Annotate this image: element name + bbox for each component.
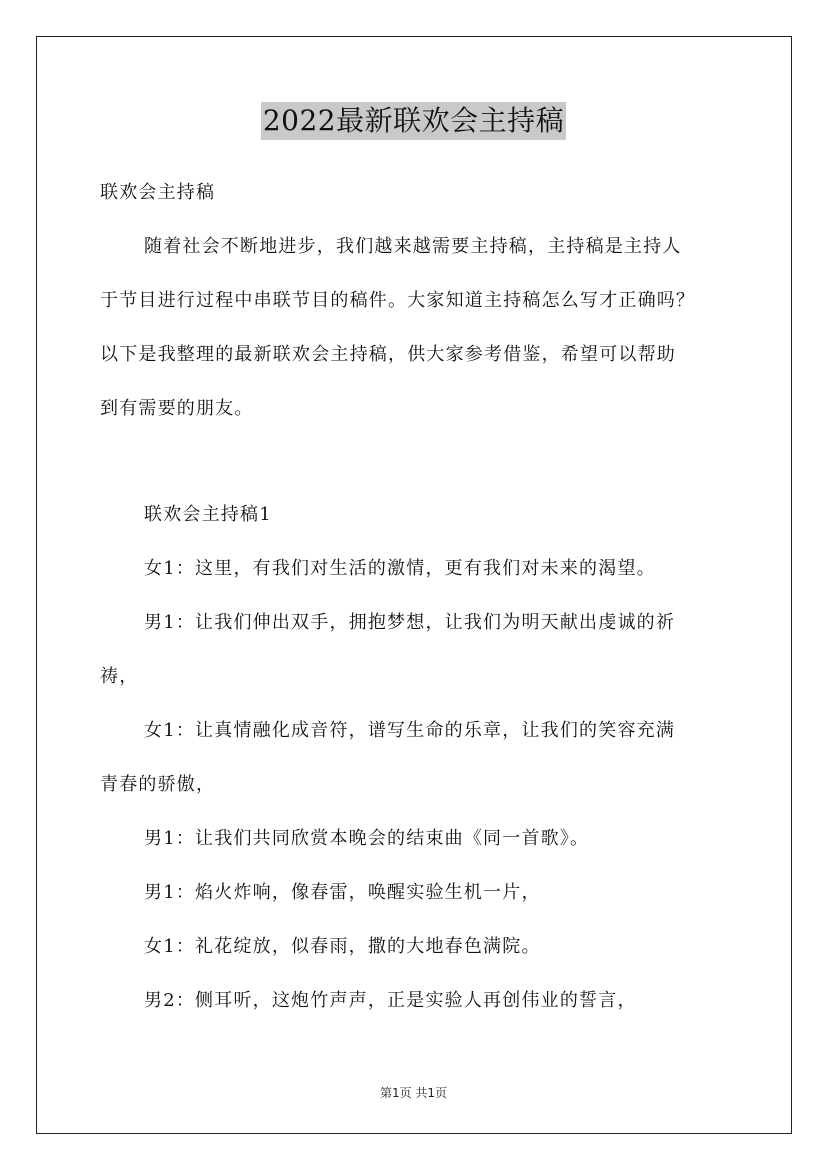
script-line-9: 男2：侧耳听，这炮竹声声，正是实验人再创伟业的誓言， <box>144 990 637 1011</box>
heading: 联欢会主持稿 <box>100 182 216 203</box>
script-line-4: 女1：让真情融化成音符，谱写生命的乐章，让我们的笑容充满 <box>144 720 676 741</box>
intro-line-3: 以下是我整理的最新联欢会主持稿，供大家参考借鉴，希望可以帮助 <box>100 344 676 365</box>
script-line-2: 男1：让我们伸出双手，拥抱梦想，让我们为明天献出虔诚的祈 <box>144 612 676 633</box>
page-footer: 第1页 共1页 <box>379 1086 448 1100</box>
script-line-8: 女1：礼花绽放，似春雨，撒的大地春色满院。 <box>144 936 541 957</box>
intro-line-2: 于节目进行过程中串联节目的稿件。大家知道主持稿怎么写才正确吗？ <box>100 290 696 311</box>
title-container <box>0 102 827 140</box>
blank-line <box>100 448 730 500</box>
intro-line-4: 到有需要的朋友。 <box>100 398 254 419</box>
intro-line-1: 随着社会不断地进步，我们越来越需要主持稿，主持稿是主持人 <box>144 236 682 257</box>
script-line-5: 青春的骄傲， <box>100 774 216 795</box>
script-line-7: 男1：焰火炸响，像春雷，唤醒实验生机一片， <box>144 882 541 903</box>
document-title: 2022最新联欢会主持稿 <box>261 102 566 140</box>
section-title: 联欢会主持稿1 <box>144 504 272 525</box>
script-line-1: 女1：这里，有我们对生活的激情，更有我们对未来的渴望。 <box>144 558 656 579</box>
script-line-3: 祷， <box>100 666 139 687</box>
document-body <box>100 178 730 1040</box>
script-line-6: 男1：让我们共同欣赏本晚会的结束曲《同一首歌》。 <box>144 828 590 849</box>
